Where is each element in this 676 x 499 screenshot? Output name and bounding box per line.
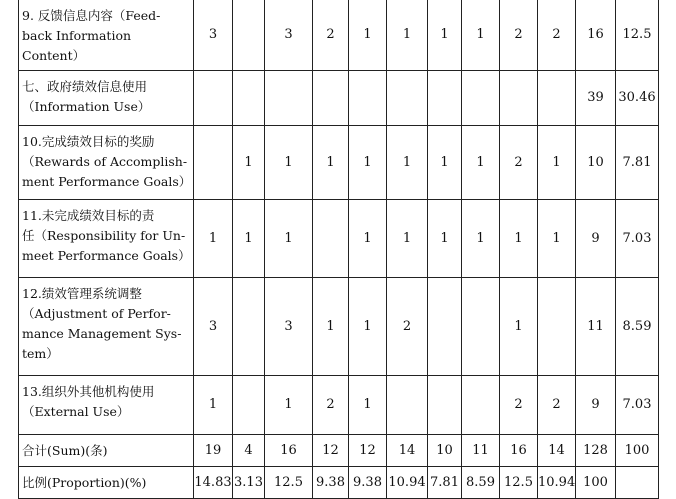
table-cell — [616, 467, 659, 499]
table-cell: 1 — [462, 126, 500, 200]
table-cell: 14 — [387, 435, 428, 467]
table-cell: 16 — [576, 0, 616, 71]
table-row — [19, 278, 659, 376]
table-cell: 2 — [538, 376, 576, 435]
table-cell: 3.13 — [233, 467, 265, 499]
table-cell: 100 — [616, 435, 659, 467]
table-cell: 3 — [194, 0, 233, 71]
table-cell: 2 — [313, 376, 349, 435]
table-cell: 12.5 — [616, 0, 659, 71]
table-cell: 8.59 — [462, 467, 500, 499]
table-cell: 1 — [265, 126, 313, 200]
table-cell — [194, 126, 233, 200]
table-cell: 12.5 — [500, 467, 538, 499]
table-cell: 11 — [576, 278, 616, 376]
table-cell — [500, 71, 538, 126]
table-cell: 1 — [194, 376, 233, 435]
table-cell: 12.5 — [265, 467, 313, 499]
table-cell: 1 — [500, 200, 538, 278]
table-cell: 10 — [428, 435, 462, 467]
table-row — [19, 126, 659, 200]
table-cell — [233, 376, 265, 435]
row-label: 13.组织外其他机构使用 （External Use） — [19, 376, 194, 435]
table-cell: 9 — [576, 200, 616, 278]
table-cell — [233, 71, 265, 126]
table-cell: 7.81 — [428, 467, 462, 499]
table-row — [19, 435, 659, 467]
data-table — [18, 0, 659, 499]
table-cell: 1 — [428, 200, 462, 278]
table-cell: 1 — [349, 200, 387, 278]
table-cell: 2 — [313, 0, 349, 71]
table-cell — [462, 278, 500, 376]
table-cell: 30.46 — [616, 71, 659, 126]
table-cell: 3 — [265, 0, 313, 71]
table-cell: 1 — [500, 278, 538, 376]
table-cell — [313, 200, 349, 278]
table-cell — [194, 71, 233, 126]
table-cell: 14.83 — [194, 467, 233, 499]
table-cell — [387, 376, 428, 435]
table-row — [19, 200, 659, 278]
table-cell: 16 — [265, 435, 313, 467]
table-cell — [538, 71, 576, 126]
row-label: 9. 反馈信息内容（Feed- back Information Content） — [19, 0, 194, 71]
table-cell — [233, 0, 265, 71]
table-cell: 2 — [387, 278, 428, 376]
table-cell: 1 — [265, 200, 313, 278]
table-cell: 9.38 — [349, 467, 387, 499]
table-cell: 1 — [233, 200, 265, 278]
table-cell: 2 — [500, 376, 538, 435]
table-cell: 1 — [387, 0, 428, 71]
table-cell — [387, 71, 428, 126]
table-cell: 12 — [313, 435, 349, 467]
table-cell — [313, 71, 349, 126]
table-cell: 1 — [233, 126, 265, 200]
table-cell: 3 — [194, 278, 233, 376]
row-label: 比例(Proportion)(%) — [19, 467, 194, 499]
table-cell: 19 — [194, 435, 233, 467]
table-cell: 16 — [500, 435, 538, 467]
table-cell: 10.94 — [387, 467, 428, 499]
table-cell: 10.94 — [538, 467, 576, 499]
table-cell — [428, 376, 462, 435]
table-cell: 1 — [387, 126, 428, 200]
table-cell: 2 — [500, 0, 538, 71]
table-cell: 4 — [233, 435, 265, 467]
table-cell: 1 — [349, 126, 387, 200]
table-cell: 1 — [428, 126, 462, 200]
table-cell: 14 — [538, 435, 576, 467]
table-cell: 1 — [313, 278, 349, 376]
row-label: 12.绩效管理系统调整 （Adjustment of Perfor- mance Management Sys- tem） — [19, 278, 194, 376]
table-cell — [349, 71, 387, 126]
table-row — [19, 467, 659, 499]
table-cell: 2 — [538, 0, 576, 71]
table-cell: 1 — [462, 200, 500, 278]
table-row — [19, 71, 659, 126]
table-cell: 7.03 — [616, 376, 659, 435]
table-cell: 1 — [194, 200, 233, 278]
table-cell — [462, 376, 500, 435]
table-cell — [265, 71, 313, 126]
table-cell: 7.81 — [616, 126, 659, 200]
row-label: 合计(Sum)(条) — [19, 435, 194, 467]
table-cell: 2 — [500, 126, 538, 200]
table-cell: 7.03 — [616, 200, 659, 278]
table-cell: 1 — [462, 0, 500, 71]
table-row — [19, 376, 659, 435]
table-cell: 100 — [576, 467, 616, 499]
table-cell — [233, 278, 265, 376]
table-cell: 1 — [387, 200, 428, 278]
table-cell — [462, 71, 500, 126]
table-cell: 1 — [349, 278, 387, 376]
table-cell: 11 — [462, 435, 500, 467]
table-cell — [428, 278, 462, 376]
table-cell: 9 — [576, 376, 616, 435]
table-cell — [428, 71, 462, 126]
table-cell — [538, 278, 576, 376]
table-cell: 1 — [265, 376, 313, 435]
table-cell: 10 — [576, 126, 616, 200]
table-cell: 1 — [313, 126, 349, 200]
table-cell: 1 — [349, 376, 387, 435]
table-cell: 1 — [428, 0, 462, 71]
table-cell: 1 — [538, 126, 576, 200]
table-cell: 1 — [538, 200, 576, 278]
table-row — [19, 0, 659, 71]
table-cell: 8.59 — [616, 278, 659, 376]
table-cell: 1 — [349, 0, 387, 71]
table-cell: 9.38 — [313, 467, 349, 499]
table-cell: 3 — [265, 278, 313, 376]
table-cell: 128 — [576, 435, 616, 467]
table-cell: 39 — [576, 71, 616, 126]
table-cell: 12 — [349, 435, 387, 467]
row-label: 11.未完成绩效目标的责 任（Responsibility for Un- meet Performance Goals） — [19, 200, 194, 278]
row-label: 七、政府绩效信息使用 （Information Use） — [19, 71, 194, 126]
row-label: 10.完成绩效目标的奖励 （Rewards of Accomplish- ment Performance Goals） — [19, 126, 194, 200]
